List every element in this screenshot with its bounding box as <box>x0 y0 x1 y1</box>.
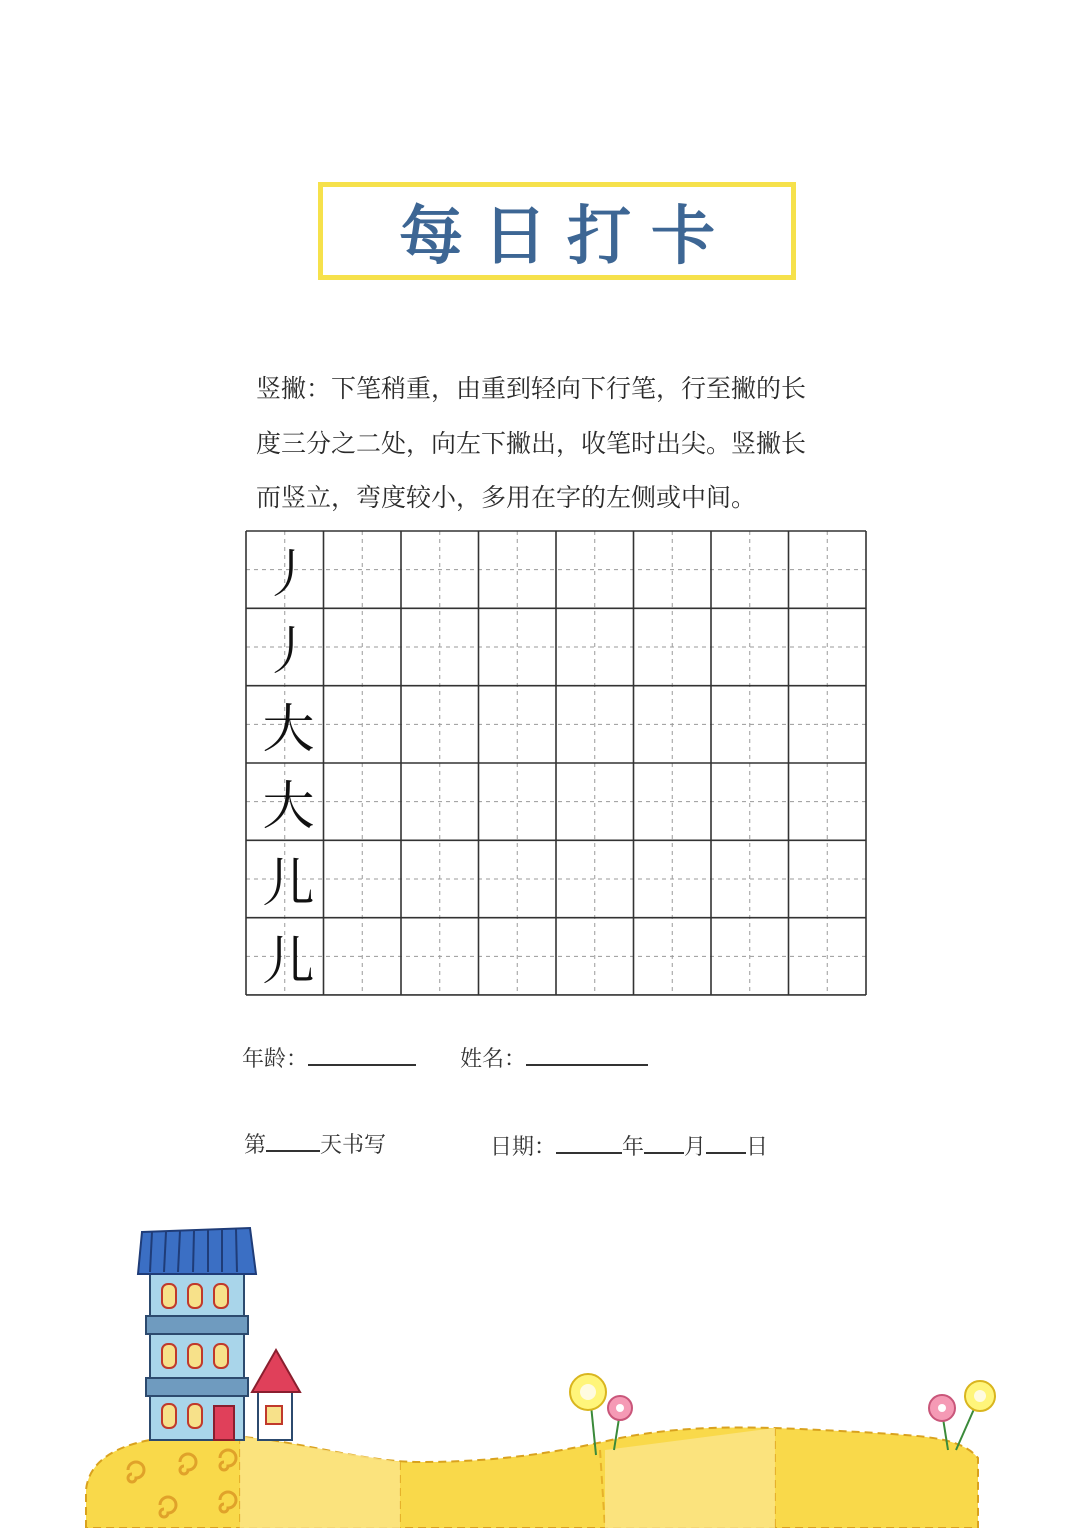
page-title: 每日打卡 <box>399 200 735 274</box>
day-prefix: 第 <box>244 1133 267 1158</box>
day-label: 日 <box>746 1135 769 1160</box>
practice-grid[interactable] <box>245 530 865 994</box>
age-blank[interactable] <box>308 1046 416 1066</box>
model-character: 儿 <box>262 931 315 992</box>
instruction-line-3: 而竖立，弯度较小，多用在字的左侧或中间。 <box>256 483 757 512</box>
name-field[interactable] <box>460 1042 648 1073</box>
day-count-blank[interactable] <box>266 1132 320 1152</box>
model-character: 大 <box>262 699 315 760</box>
model-character: 儿 <box>262 854 315 915</box>
model-character: 大 <box>262 776 315 837</box>
instruction-line-2: 度三分之二处，向左下撇出，收笔时出尖。竖撇长 <box>256 428 807 458</box>
instruction-line-1: 竖撇：下笔稍重，由重到轻向下行笔，行至撇的长 <box>256 374 807 403</box>
day-suffix: 天书写 <box>320 1133 387 1158</box>
day-count-field[interactable] <box>244 1128 386 1159</box>
month-blank[interactable] <box>644 1134 684 1154</box>
title-box <box>318 182 796 280</box>
month-label: 月 <box>684 1135 707 1160</box>
date-field[interactable] <box>490 1130 768 1161</box>
year-label: 年 <box>622 1135 645 1160</box>
stroke-instructions <box>256 362 876 526</box>
bottom-scene <box>0 1200 1080 1528</box>
age-label: 年龄： <box>242 1047 309 1072</box>
date-label: 日期： <box>490 1135 557 1160</box>
day-blank[interactable] <box>706 1134 746 1154</box>
age-field[interactable] <box>242 1042 416 1073</box>
tall-house-icon <box>138 1228 256 1440</box>
hill-ground <box>86 1428 978 1528</box>
grid-lines <box>245 530 867 996</box>
name-label: 姓名： <box>460 1047 527 1072</box>
year-blank[interactable] <box>556 1134 622 1154</box>
name-blank[interactable] <box>526 1046 648 1066</box>
model-character: 丿 <box>262 545 315 605</box>
model-character: 丿 <box>262 622 315 683</box>
small-house-icon <box>252 1350 300 1440</box>
